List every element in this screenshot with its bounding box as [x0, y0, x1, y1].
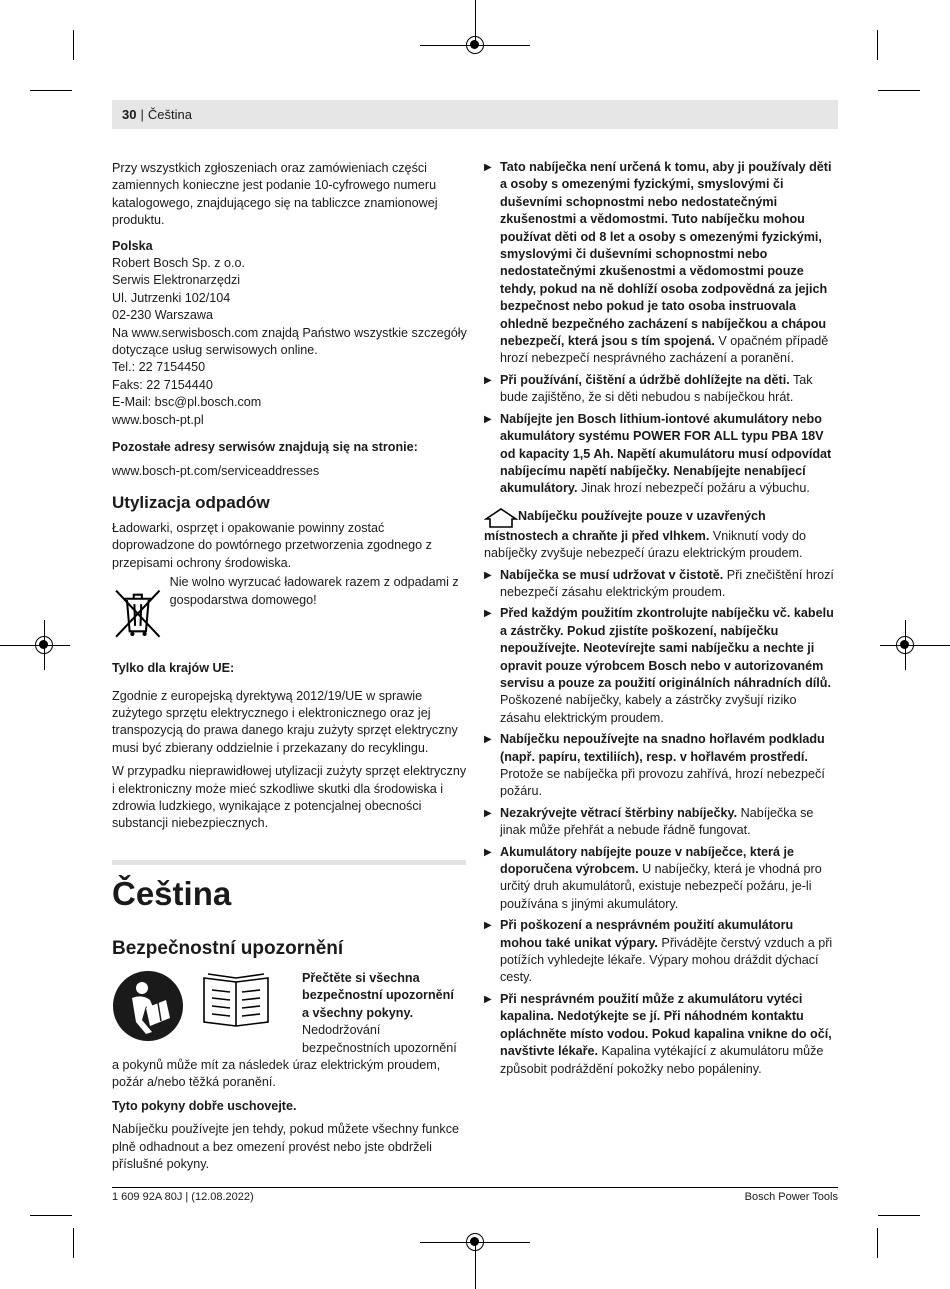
crop-mark: [880, 645, 950, 646]
footer-doc-id: 1 609 92A 80J | (12.08.2022): [112, 1191, 254, 1203]
disposal-icon-text: Nie wolno wyrzucać ładowarek razem z odpadami z gospodarstwa domowego!: [169, 575, 459, 607]
address-line: 02-230 Warszawa: [112, 308, 214, 323]
bullet-triangle-icon: ▶: [484, 569, 492, 581]
registration-mark-icon: [466, 1233, 484, 1251]
right-column: [484, 159, 838, 1082]
phone: Tel.: 22 7154450: [112, 360, 206, 375]
read-instructions-normal: Nedodržování bezpečnostních upozornění: [302, 1023, 457, 1055]
safety-bullet: [484, 605, 838, 727]
bullet-normal: Jinak hrozí nebezpečí požáru a výbuchu.: [577, 481, 810, 496]
read-manual-icon: [112, 970, 184, 1042]
safety-bullet: [484, 844, 838, 914]
bullet-triangle-icon: ▶: [484, 162, 492, 173]
address-line: Robert Bosch Sp. z o.o.: [112, 256, 246, 271]
bullet-bold: Nabíjejte jen Bosch lithium-iontové akumulátory nebo akumulátory systému POWER FOR ALL typu PBA 18V od kapacity 1,5 Ah. Napětí akumulátoru musí odpovídat nabíjecímu napětí nabíječky. Nenabíjejte nenabíjecí akumulátory.: [500, 411, 832, 496]
bullet-triangle-icon: ▶: [484, 413, 492, 425]
address-line: Na www.serwisbosch.com znajdą Państwo wszystkie szczegóły dotyczące usług serwisowych online.: [112, 325, 467, 358]
bullet-bold: Tato nabíječka není určená k tomu, aby ji používaly děti a osoby s omezenými fyzickými, smyslovými či duševními schopnostmi nebo nedostatečnými zkušenostmi a vědomostmi. Tuto nabíječku mohou používat děti od 8 let a osoby s omezenými fyzickými, smyslovými či duševními schopnostmi nebo nedostatečnými zkušenostmi a vědomostmi pouze tehdy, pokud na ně dohlíží osoba zodpovědná za jejich bezpečnost nebo pokud je tato osoba instruovala ohledně bezpečného zacházení s nabíječkou a chápou nebezpečí, která jsou s tím spojená.: [500, 160, 832, 349]
address-line: Serwis Elektronarzędzi: [112, 273, 241, 288]
eu-heading: Tylko dla krajów UE:: [112, 661, 235, 676]
bullet-triangle-icon: ▶: [484, 374, 492, 386]
bullet-triangle-icon: ▶: [484, 993, 492, 1005]
safety-section: [112, 936, 468, 1173]
section-divider: [112, 860, 466, 865]
crossed-bin-icon: [112, 574, 164, 652]
registration-mark-icon: [896, 636, 914, 654]
intro-paragraph: Przy wszystkich zgłoszeniach oraz zamówieniach części zamiennych konieczne jest podanie 10-cyfrowego numeru katalogowego, znajdującego się na tabliczce znamionowej produktu.: [112, 161, 438, 228]
safety-bullet: [484, 731, 838, 801]
crop-mark: [475, 1245, 476, 1289]
bullet-normal: Protože se nabíječka při provozu zahřívá, hrozí nebezpečí požáru.: [500, 767, 825, 799]
crop-mark: [73, 30, 74, 60]
crop-mark: [877, 30, 878, 60]
indoor-use-normal: Vniknutí vody do nabíječky zvyšuje nebezpečí úrazu elektrickým proudem.: [484, 528, 806, 561]
bullet-normal: Poškozené nabíječky, kabely a zástrčky zvyšují riziko zásahu elektrickým proudem.: [500, 693, 797, 725]
bullet-bold: Před každým použitím zkontrolujte nabíječku vč. kabelu a zástrčky. Pokud zjistíte poškození, nabíječku nepoužívejte. Neotevírejte sami nabíječku a nechte ji opravit pouze výrobcem Bosch nebo v autorizovaném servisu a pouze za použití originálních náhradních dílů.: [500, 606, 834, 690]
bullet-normal: V opačném případě hrozí nebezpečí nesprávného zacházení a poranění.: [500, 334, 829, 366]
eu-paragraph: Zgodnie z europejską dyrektywą 2012/19/UE w sprawie zużytego sprzętu elektrycznego i elektronicznego oraz jej transpozycją do prawa danego kraju zużyty sprzęt elektryczny musi być zbierany oddzielnie i przekazany do recyklingu.: [112, 688, 458, 755]
safety-heading: Bezpečnostní upozornění: [112, 938, 344, 959]
section-title: Čeština: [112, 875, 232, 912]
open-book-icon: [200, 970, 272, 1030]
page-header: [112, 100, 838, 129]
bullet-triangle-icon: ▶: [484, 608, 492, 620]
registration-mark-icon: [466, 36, 484, 54]
disposal-icon-row: [112, 574, 468, 652]
indoor-use-paragraph: [484, 508, 838, 563]
house-icon: [484, 508, 518, 528]
bullet-bold: Při používání, čištění a údržbě dohlížejte na děti.: [500, 372, 790, 387]
disposal-heading: Utylizacja odpadów: [112, 492, 270, 512]
address-line: Ul. Jutrzenki 102/104: [112, 290, 231, 305]
disposal-paragraph: Ładowarki, osprzęt i opakowanie powinny zostać doprowadzone do powtórnego przetworzenia zgodnego z przepisami ochrony środowiska.: [112, 520, 432, 570]
bullet-bold: Akumulátory nabíjejte pouze v nabíječce, která je doporučena výrobcem.: [500, 844, 794, 877]
read-instructions-block: [112, 970, 468, 1057]
bullet-normal: Nabíječka se jinak může přehřát a nebude řádně fungovat.: [500, 805, 814, 838]
safety-bullet: [484, 567, 838, 602]
crop-mark: [878, 1215, 920, 1216]
crop-mark: [877, 1228, 878, 1258]
header-language: Čeština: [147, 106, 192, 122]
page-number: 30: [122, 106, 137, 122]
bullet-bold: Při nesprávném použití může z akumulátoru vytéci kapalina. Nedotýkejte se jí. Při náhodném kontaktu opláchněte místo vodou. Pokud kapalina vnikne do očí, navštivte lékaře.: [500, 991, 832, 1059]
bullet-normal: U nabíječky, která je vhodná pro určitý druh akumulátorů, existuje nebezpečí požáru, je-li používána s jinými akumulátory.: [500, 862, 822, 911]
keep-instructions: Tyto pokyny dobře uschovejte.: [112, 1098, 297, 1113]
email: E-Mail: bsc@pl.bosch.com: [112, 395, 262, 410]
read-instructions-bold: Přečtěte si všechna bezpečnostní upozornění a všechny pokyny.: [302, 971, 454, 1020]
safety-bullet: [484, 159, 838, 368]
website: www.bosch-pt.pl: [112, 412, 204, 427]
bullet-normal: Přivádějte čerstvý vzduch a při potížích vyhledejte lékaře. Výpary mohou dráždit dýchací cesty.: [500, 935, 833, 985]
crop-mark: [30, 1215, 72, 1216]
safety-bullet: [484, 991, 838, 1078]
safety-bullet: [484, 805, 838, 840]
bullet-bold: Při poškození a nesprávném použití akumulátoru mohou také unikat výpary.: [500, 918, 794, 950]
safety-bullet: [484, 372, 838, 407]
footer-brand: Bosch Power Tools: [744, 1191, 838, 1203]
registration-mark-icon: [35, 636, 53, 654]
bullet-triangle-icon: ▶: [484, 846, 492, 858]
bullet-bold: Nabíječku nepoužívejte na snadno hořlavém podkladu (např. papíru, textiliích), resp. v hořlavém prostředí.: [500, 732, 825, 764]
safety-bullet: [484, 411, 838, 498]
other-addresses-url: www.bosch-pt.com/serviceaddresses: [112, 463, 320, 478]
bullet-triangle-icon: ▶: [484, 807, 492, 819]
safety-bullet: [484, 917, 838, 987]
bullet-normal: Při znečištění hrozí nebezpečí zásahu elektrickým proudem.: [500, 567, 834, 599]
fax: Faks: 22 7154440: [112, 377, 213, 392]
bullet-bold: Nabíječka se musí udržovat v čistotě.: [500, 567, 724, 582]
left-column: [112, 160, 468, 833]
bullet-normal: Kapalina vytékající z akumulátoru může způsobit podráždění pokožky nebo popáleniny.: [500, 1044, 824, 1076]
country-heading: Polska: [112, 238, 153, 253]
usage-paragraph: Nabíječku používejte jen tehdy, pokud můžete všechny funkce plně odhadnout a bez omezení provést nebo jste obdrželi příslušné pokyny.: [112, 1122, 459, 1172]
crop-mark: [73, 1228, 74, 1258]
read-instructions-text: [302, 970, 462, 1057]
bullet-triangle-icon: ▶: [484, 734, 492, 746]
crop-mark: [878, 90, 920, 91]
eu-paragraph: W przypadku nieprawidłowej utylizacji zużyty sprzęt elektryczny i elektroniczny może mieć szkodliwe skutki dla środowiska i zdrowia ludzkiego, wynikające z potencjalnej obecności substancji niebezpiecznych.: [112, 764, 467, 831]
bullet-bold: Nezakrývejte větrací štěrbiny nabíječky.: [500, 805, 738, 820]
bullet-normal: Tak bude zajištěno, že si děti nebudou s nabíječkou hrát.: [500, 372, 813, 405]
header-separator: |: [140, 106, 144, 122]
read-icons: [112, 970, 302, 1057]
read-instructions-continued: a pokynů může mít za následek úraz elektrickým proudem, požár a/nebo těžká poranění.: [112, 1058, 441, 1090]
bullet-triangle-icon: ▶: [484, 920, 492, 932]
other-addresses-heading: Pozostałe adresy serwisów znajdują się na stronie:: [112, 440, 418, 455]
footer-divider: [112, 1187, 838, 1188]
indoor-use-bold: Nabíječku používejte pouze v uzavřených místnostech a chraňte ji před vlhkem.: [484, 508, 766, 543]
crop-mark: [30, 90, 72, 91]
